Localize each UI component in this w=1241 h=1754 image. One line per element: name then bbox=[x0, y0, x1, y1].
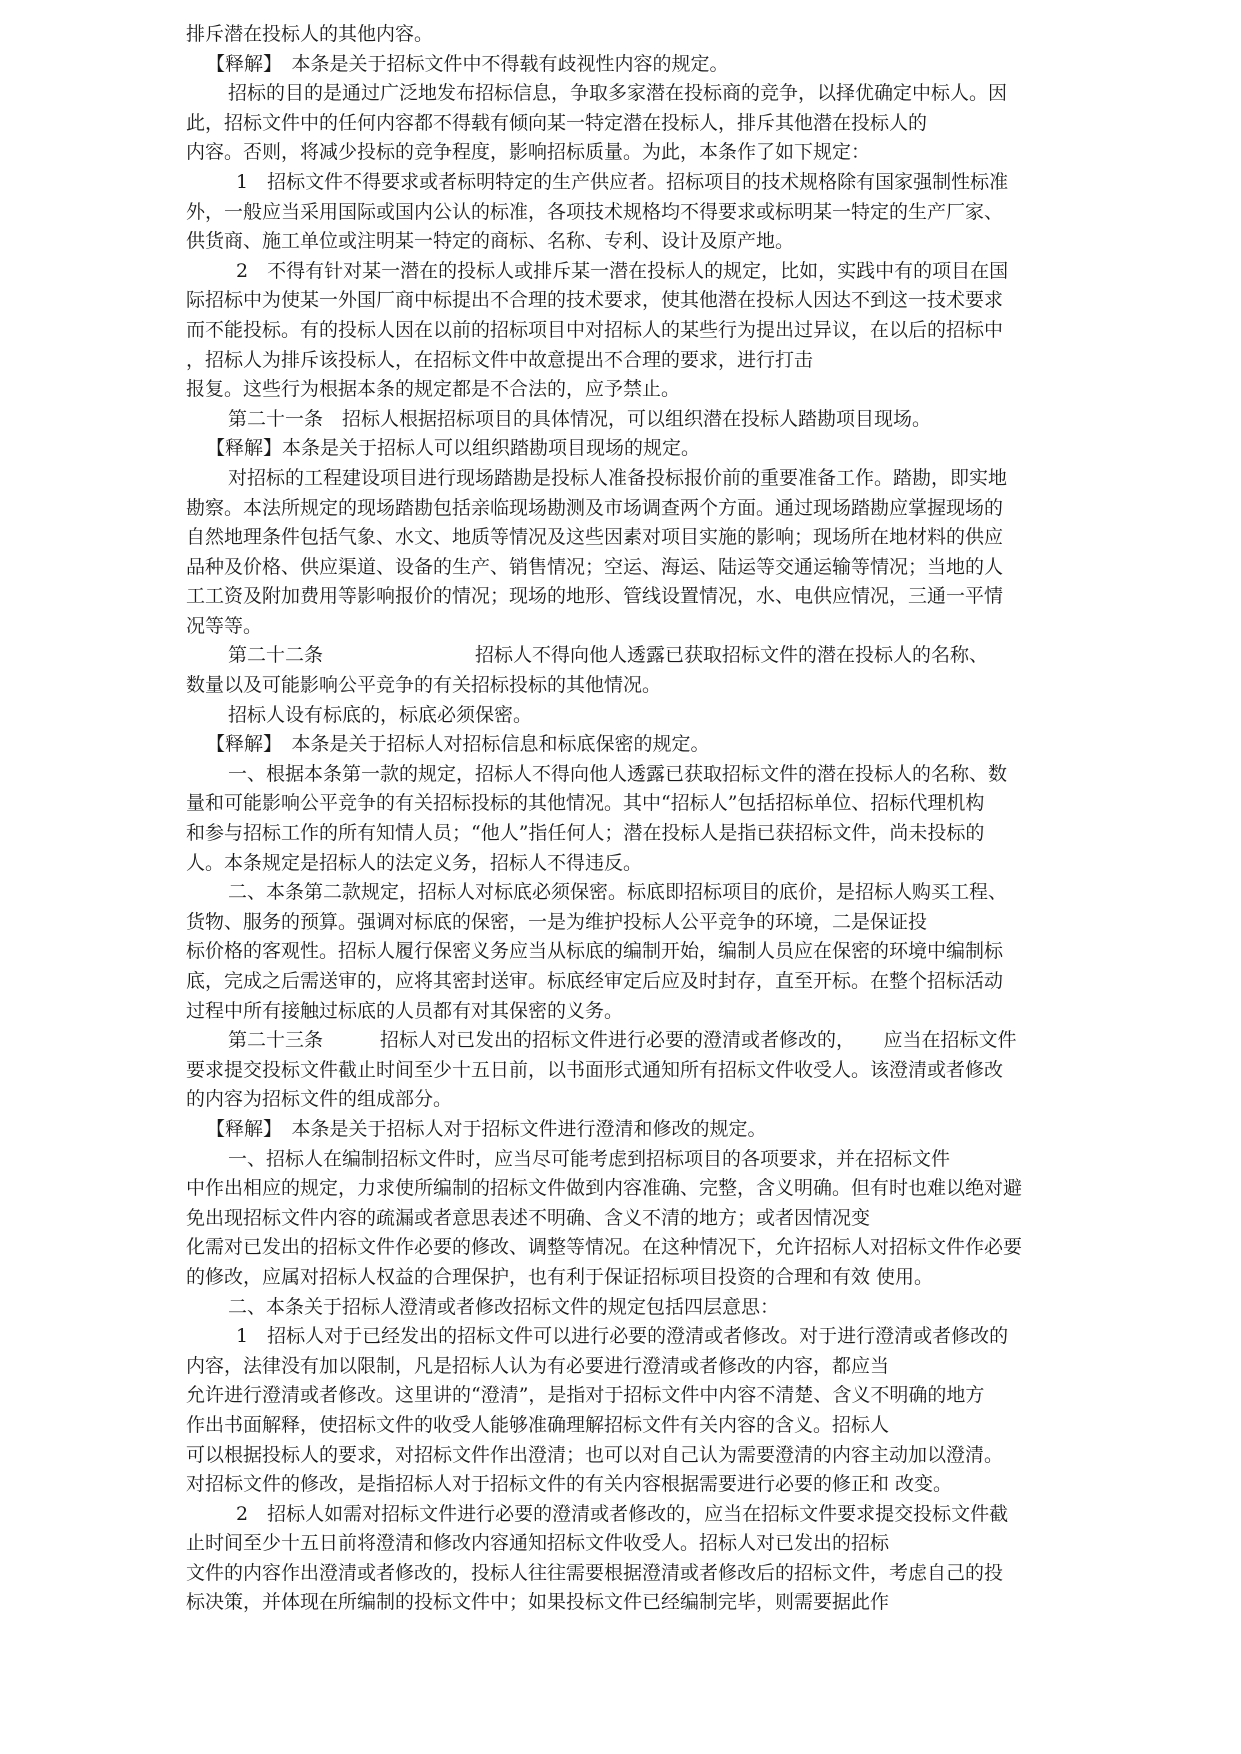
text-line: 排斥潜在投标人的其他内容。 bbox=[186, 23, 434, 45]
text-line: 标决策，并体现在所编制的投标文件中；如果投标文件已经编制完毕，则需要据此作 bbox=[186, 1591, 890, 1614]
text-line: 【释解】 本条是关于招标文件中不得载有歧视性内容的规定。 bbox=[206, 52, 729, 75]
text-line: 二、本条关于招标人澄清或者修改招标文件的规定包括四层意思： bbox=[228, 1295, 780, 1318]
text-line: 【释解】 本条是关于招标人对招标信息和标底保密的规定。 bbox=[206, 733, 710, 756]
text-line: 1 招标文件不得要求或者标明特定的生产供应者。招标项目的技术规格除有国家强制性标准 bbox=[236, 170, 1009, 193]
text-line: 此，招标文件中的任何内容都不得载有倾向某一特定潜在投标人，排斥其他潜在投标人的 bbox=[186, 111, 928, 134]
text-line: 的修改，应属对招标人权益的合理保护，也有利于保证招标项目投资的合理和有效 使用。 bbox=[186, 1265, 934, 1288]
text-line: 【释解】本条是关于招标人可以组织踏勘项目现场的规定。 bbox=[206, 437, 701, 460]
text-line: 数量以及可能影响公平竞争的有关招标投标的其他情况。 bbox=[186, 674, 662, 697]
text-line: 工工资及附加费用等影响报价的情况；现场的地形、管线设置情况，水、电供应情况，三通一平情 bbox=[186, 585, 1004, 608]
text-line: 报复。这些行为根据本条的规定都是不合法的，应予禁止。 bbox=[186, 378, 681, 401]
text-line: 第二十一条 招标人根据招标项目的具体情况，可以组织潜在投标人踏勘项目现场。 bbox=[228, 407, 932, 430]
text-line: 和参与招标工作的所有知情人员；“他人”指任何人；潜在投标人是指已获招标文件，尚未投标的 bbox=[186, 822, 985, 845]
text-line: ，招标人为排斥该投标人，在招标文件中故意提出不合理的要求，进行打击 bbox=[186, 348, 814, 371]
text-line: 招标的目的是通过广泛地发布招标信息，争取多家潜在投标商的竞争，以择优确定中标人。因 bbox=[228, 82, 1008, 105]
text-line: 人。本条规定是招标人的法定义务，招标人不得违反。 bbox=[186, 851, 643, 874]
text-line: 际招标中为使某一外国厂商中标提出不合理的技术要求，使其他潜在投标人因达不到这一技术要求 bbox=[186, 289, 1004, 312]
text-line: 第二十二条 招标人不得向他人透露已获取招标文件的潜在投标人的名称、 bbox=[228, 644, 989, 667]
text-line: 招标人设有标底的，标底必须保密。 bbox=[228, 703, 533, 726]
text-line: 文件的内容作出澄清或者修改的，投标人往往需要根据澄清或者修改后的招标文件，考虑自己的投 bbox=[186, 1561, 1004, 1584]
text-line: 1 招标人对于已经发出的招标文件可以进行必要的澄清或者修改。对于进行澄清或者修改的 bbox=[236, 1325, 1009, 1348]
text-line: 内容，法律没有加以限制，凡是招标人认为有必要进行澄清或者修改的内容，都应当 bbox=[186, 1354, 890, 1377]
text-line: 对招标的工程建设项目进行现场踏勘是投标人准备投标报价前的重要准备工作。踏勘，即实地 bbox=[228, 466, 1008, 489]
text-line: 品种及价格、供应渠道、设备的生产、销售情况；空运、海运、陆运等交通运输等情况；当地的人 bbox=[186, 555, 1004, 578]
text-line: 对招标文件的修改，是指招标人对于招标文件的有关内容根据需要进行必要的修正和 改变。 bbox=[186, 1473, 953, 1496]
text-line: 而不能投标。有的投标人因在以前的招标项目中对招标人的某些行为提出过异议，在以后的招标中 bbox=[186, 318, 1004, 341]
text-line: 化需对已发出的招标文件作必要的修改、调整等情况。在这种情况下，允许招标人对招标文件作必要 bbox=[186, 1236, 1023, 1259]
text-line: 【释解】 本条是关于招标人对于招标文件进行澄清和修改的规定。 bbox=[206, 1117, 767, 1140]
text-line: 允许进行澄清或者修改。这里讲的“澄清”，是指对于招标文件中内容不清楚、含义不明确的地方 bbox=[186, 1384, 985, 1407]
text-line: 一、招标人在编制招标文件时，应当尽可能考虑到招标项目的各项要求，并在招标文件 bbox=[228, 1147, 951, 1170]
text-line: 止时间至少十五日前将澄清和修改内容通知招标文件收受人。招标人对已发出的招标 bbox=[186, 1532, 890, 1555]
document-body bbox=[186, 20, 1146, 1618]
text-line: 量和可能影响公平竞争的有关招标投标的其他情况。其中“招标人”包括招标单位、招标代理机构 bbox=[186, 792, 985, 815]
text-line: 供货商、施工单位或注明某一特定的商标、名称、专利、设计及原产地。 bbox=[186, 230, 795, 253]
text-line: 二、本条第二款规定，招标人对标底必须保密。标底即招标项目的底价，是招标人购买工程、 bbox=[228, 881, 1008, 904]
text-line: 免出现招标文件内容的疏漏或者意思表述不明确、含义不清的地方；或者因情况变 bbox=[186, 1206, 871, 1229]
text-line: 中作出相应的规定，力求使所编制的招标文件做到内容准确、完整，含义明确。但有时也难以绝对避 bbox=[186, 1177, 1023, 1200]
text-line: 可以根据投标人的要求，对招标文件作出澄清；也可以对自己认为需要澄清的内容主动加以澄清。 bbox=[186, 1443, 1004, 1466]
text-line: 2 招标人如需对招标文件进行必要的澄清或者修改的，应当在招标文件要求提交投标文件截 bbox=[236, 1502, 1009, 1525]
text-line: 一、根据本条第一款的规定，招标人不得向他人透露已获取招标文件的潜在投标人的名称、数 bbox=[228, 762, 1008, 785]
text-line: 过程中所有接触过标底的人员都有对其保密的义务。 bbox=[186, 999, 624, 1022]
text-line: 要求提交投标文件截止时间至少十五日前，以书面形式通知所有招标文件收受人。该澄清或者修改 bbox=[186, 1058, 1004, 1081]
text-line: 外，一般应当采用国际或国内公认的标准，各项技术规格均不得要求或标明某一特定的生产厂家、 bbox=[186, 200, 1004, 223]
text-line: 第二十三条 招标人对已发出的招标文件进行必要的澄清或者修改的， 应当在招标文件 bbox=[228, 1029, 1017, 1052]
text-line: 况等等。 bbox=[186, 614, 263, 637]
text-line: 内容。否则，将减少投标的竞争程度，影响招标质量。为此，本条作了如下规定： bbox=[186, 141, 871, 164]
text-line: 勘察。本法所规定的现场踏勘包括亲临现场勘测及市场调查两个方面。通过现场踏勘应掌握现场的 bbox=[186, 496, 1004, 519]
text-line: 2 不得有针对某一潜在的投标人或排斥某一潜在投标人的规定，比如，实践中有的项目在国 bbox=[236, 259, 1009, 282]
text-line: 标价格的客观性。招标人履行保密义务应当从标底的编制开始，编制人员应在保密的环境中编制标 bbox=[186, 940, 1004, 963]
text-line: 的内容为招标文件的组成部分。 bbox=[186, 1088, 453, 1111]
text-line: 作出书面解释，使招标文件的收受人能够准确理解招标文件有关内容的含义。招标人 bbox=[186, 1413, 890, 1436]
text-line: 自然地理条件包括气象、水文、地质等情况及这些因素对项目实施的影响；现场所在地材料的供应 bbox=[186, 526, 1004, 549]
text-line: 底，完成之后需送审的，应将其密封送审。标底经审定后应及时封存，直至开标。在整个招标活动 bbox=[186, 970, 1004, 992]
text-line: 货物、服务的预算。强调对标底的保密，一是为维护投标人公平竞争的环境，二是保证投 bbox=[186, 910, 928, 933]
